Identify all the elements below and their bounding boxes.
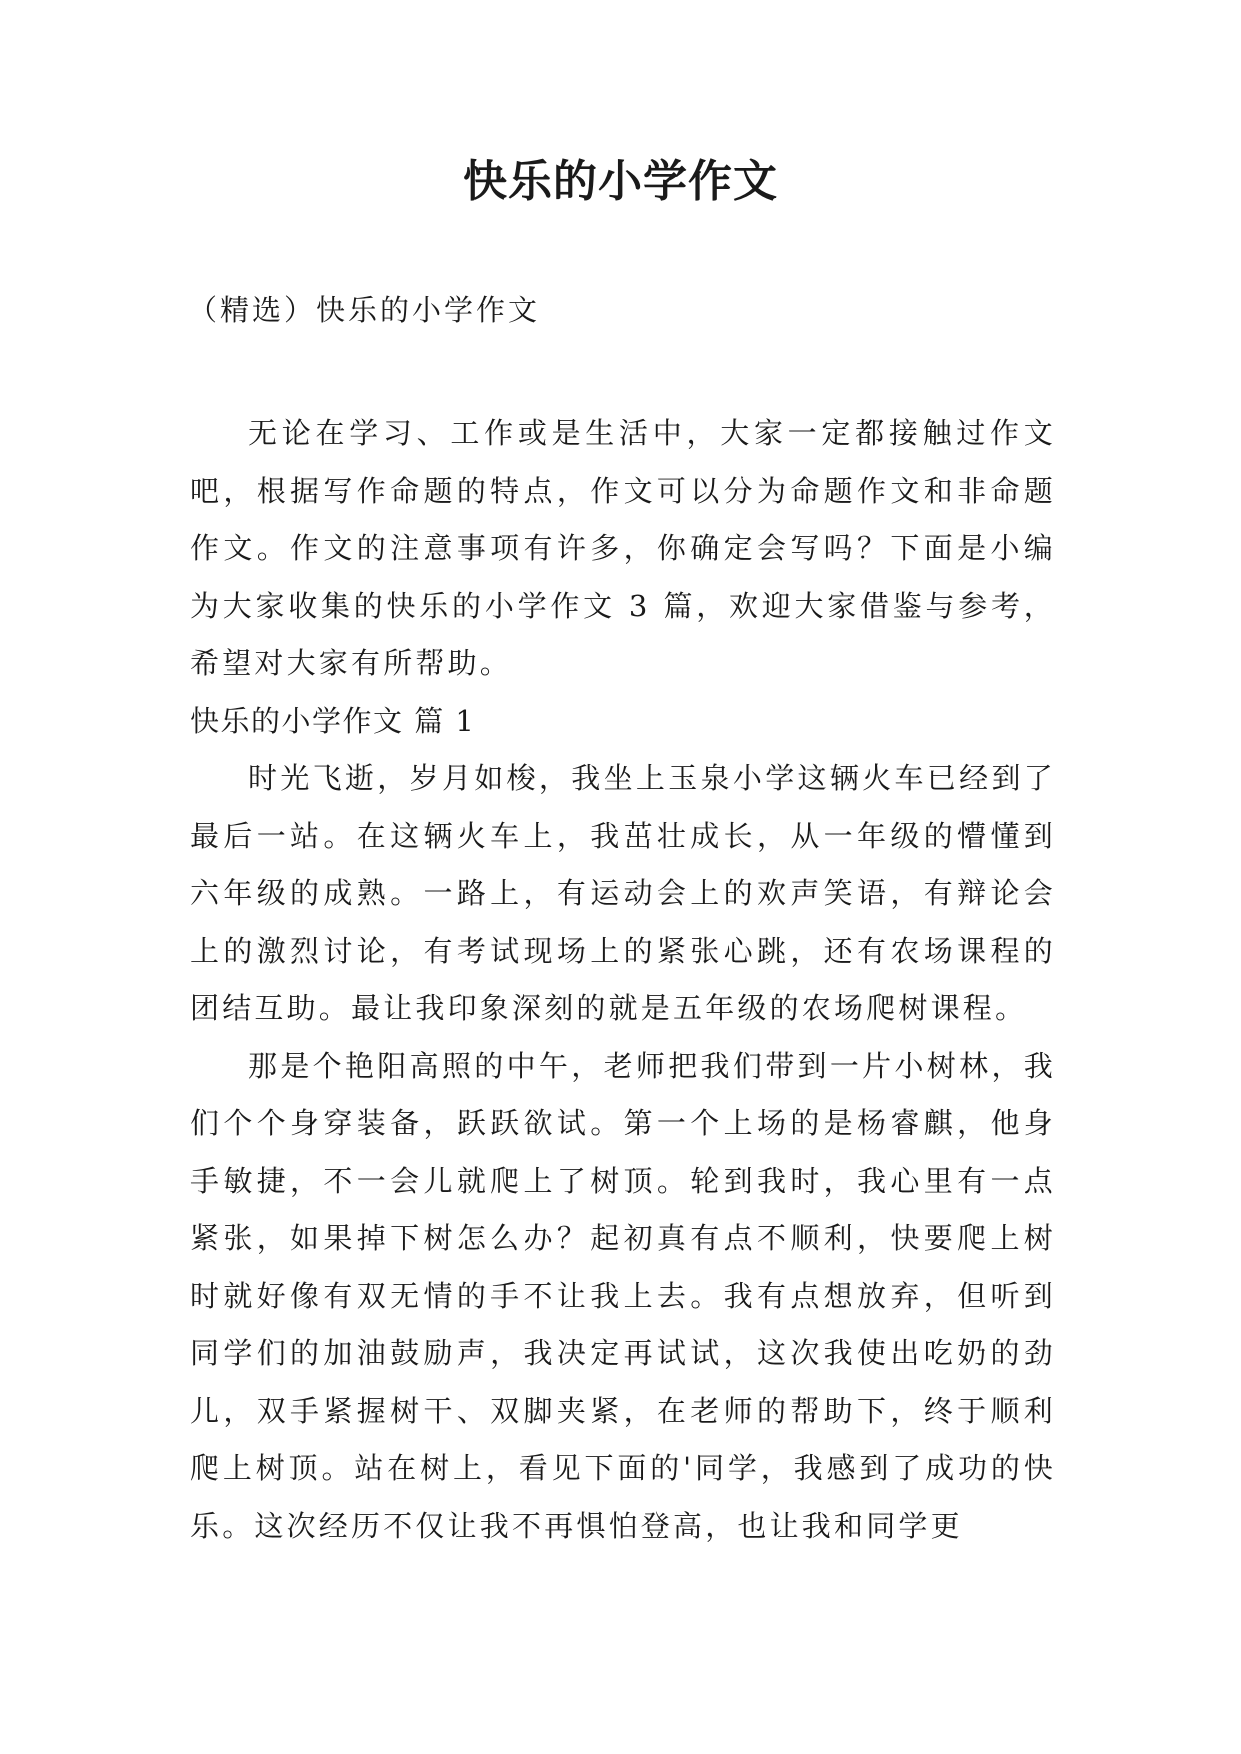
body-paragraph: 时光飞逝，岁月如梭，我坐上玉泉小学这辆火车已经到了最后一站。在这辆火车上，我茁壮成长，从一年级的懵懂到六年级的成熟。一路上，有运动会上的欢声笑语，有辩论会上的激烈讨论，有考试现场上的紧张心跳，还有农场课程的团结互助。最让我印象深刻的就是五年级的农场爬树课程。 — [190, 761, 1056, 1025]
intro-paragraph: 无论在学习、工作或是生活中，大家一定都接触过作文吧，根据写作命题的特点，作文可以分为命题作文和非命题作文。作文的注意事项有许多，你确定会写吗？下面是小编为大家收集的快乐的小学作文 3 篇，欢迎大家借鉴与参考，希望对大家有所帮助。 — [190, 416, 1056, 680]
section-heading: 快乐的小学作文 篇 1 — [190, 703, 476, 738]
document-body — [190, 405, 1056, 1555]
body-paragraph: 那是个艳阳高照的中午，老师把我们带到一片小树林，我们个个身穿装备，跃跃欲试。第一个上场的是杨睿麒，他身手敏捷，不一会儿就爬上了树顶。轮到我时，我心里有一点紧张，如果掉下树怎么办？起初真有点不顺利，快要爬上树时就好像有双无情的手不让我上去。我有点想放弃，但听到同学们的加油鼓励声，我决定再试试，这次我使出吃奶的劲儿，双手紧握树干、双脚夹紧，在老师的帮助下，终于顺利爬上树顶。站在树上，看见下面的'同学，我感到了成功的快乐。这次经历不仅让我不再惧怕登高，也让我和同学更 — [190, 1048, 1056, 1543]
document-subtitle: （精选）快乐的小学作文 — [188, 293, 541, 327]
document-title: 快乐的小学作文 — [463, 156, 778, 207]
